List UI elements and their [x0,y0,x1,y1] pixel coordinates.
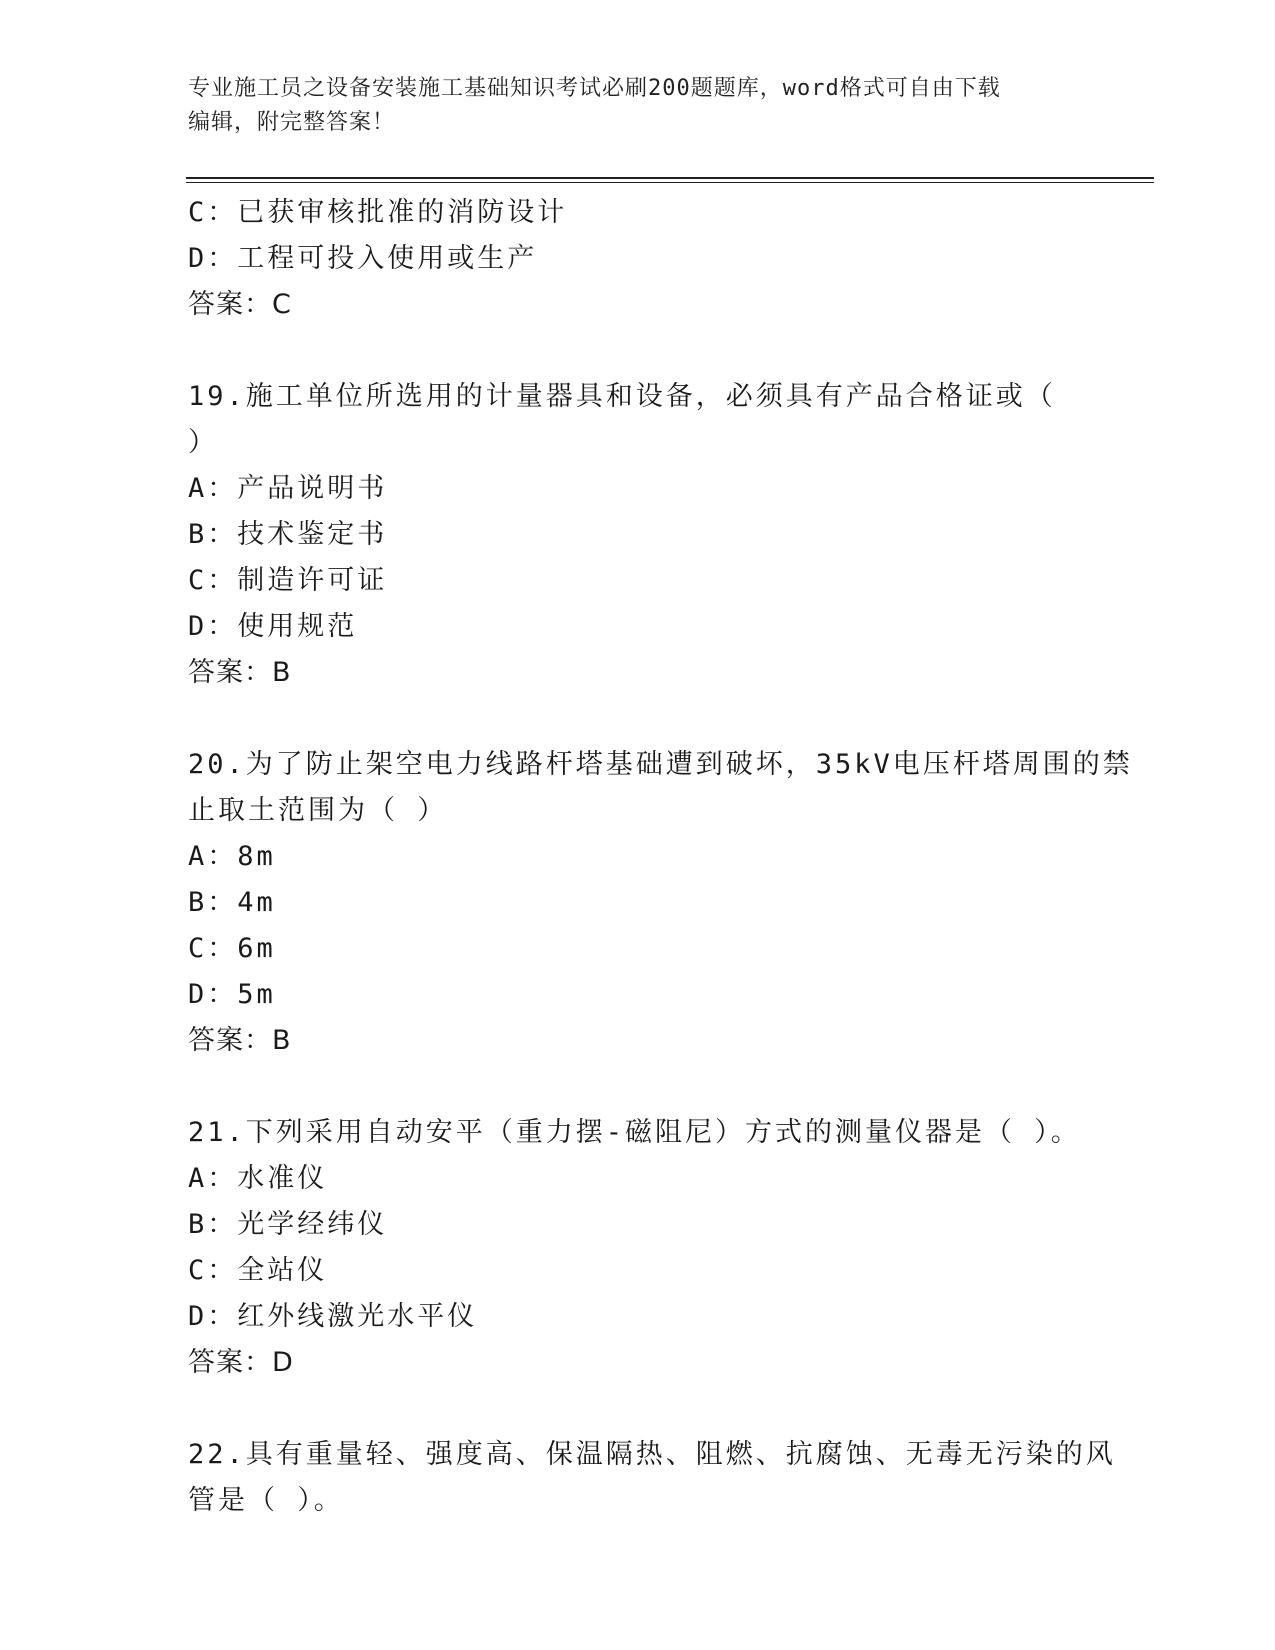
header-divider-thick [186,177,1154,179]
option-a: A：产品说明书 [188,473,388,504]
option-c: C：已获审核批准的消防设计 [188,197,568,228]
question-stem: 19.施工单位所选用的计量器具和设备，必须具有产品合格证或（ ） [188,381,1056,458]
question-19 [188,374,1088,696]
option-d: D：工程可投入使用或生产 [188,243,538,274]
header-title-line-1: 专业施工员之设备安装施工基础知识考试必刷200题题库，word格式可自由下载 [188,76,1001,101]
header-divider-thin [186,182,1154,183]
spacer [188,1064,1088,1110]
option-b: B：4m [188,887,276,918]
spacer [188,1386,1088,1432]
question-21 [188,1110,1088,1386]
question-stem-line-2: 止取土范围为（ ） [188,795,448,826]
option-a: A：8m [188,841,276,872]
question-list [188,190,1133,1524]
option-c: C：制造许可证 [188,565,388,596]
answer-label: 答案：B [188,657,292,688]
option-c: C：全站仪 [188,1255,328,1286]
option-b: B：技术鉴定书 [188,519,388,550]
question-22 [188,1432,1116,1524]
answer-label: 答案：B [188,1025,292,1056]
spacer [188,696,1088,742]
option-c: C：6m [188,933,276,964]
question-stem-line-1: 22.具有重量轻、强度高、保温隔热、阻燃、抗腐蚀、无毒无污染的风 [188,1439,1116,1470]
option-a: A：水准仪 [188,1163,328,1194]
question-18-tail [188,190,1088,328]
answer-label: 答案：D [188,1347,294,1378]
spacer [188,328,1088,374]
answer-label: 答案：C [188,289,292,320]
option-d: D：5m [188,979,276,1010]
question-stem-line-2: 管是（ ）。 [188,1485,344,1516]
question-stem-line-1: 20.为了防止架空电力线路杆塔基础遭到破坏，35kV电压杆塔周围的禁 [188,749,1133,780]
question-20 [188,742,1133,1064]
option-d: D：红外线激光水平仪 [188,1301,478,1332]
question-stem: 21.下列采用自动安平（重力摆-磁阻尼）方式的测量仪器是（ ）。 [188,1117,1081,1148]
header-title-line-2: 编辑，附完整答案！ [188,110,396,135]
option-b: B：光学经纬仪 [188,1209,388,1240]
document-header [188,72,1068,140]
option-d: D：使用规范 [188,611,358,642]
